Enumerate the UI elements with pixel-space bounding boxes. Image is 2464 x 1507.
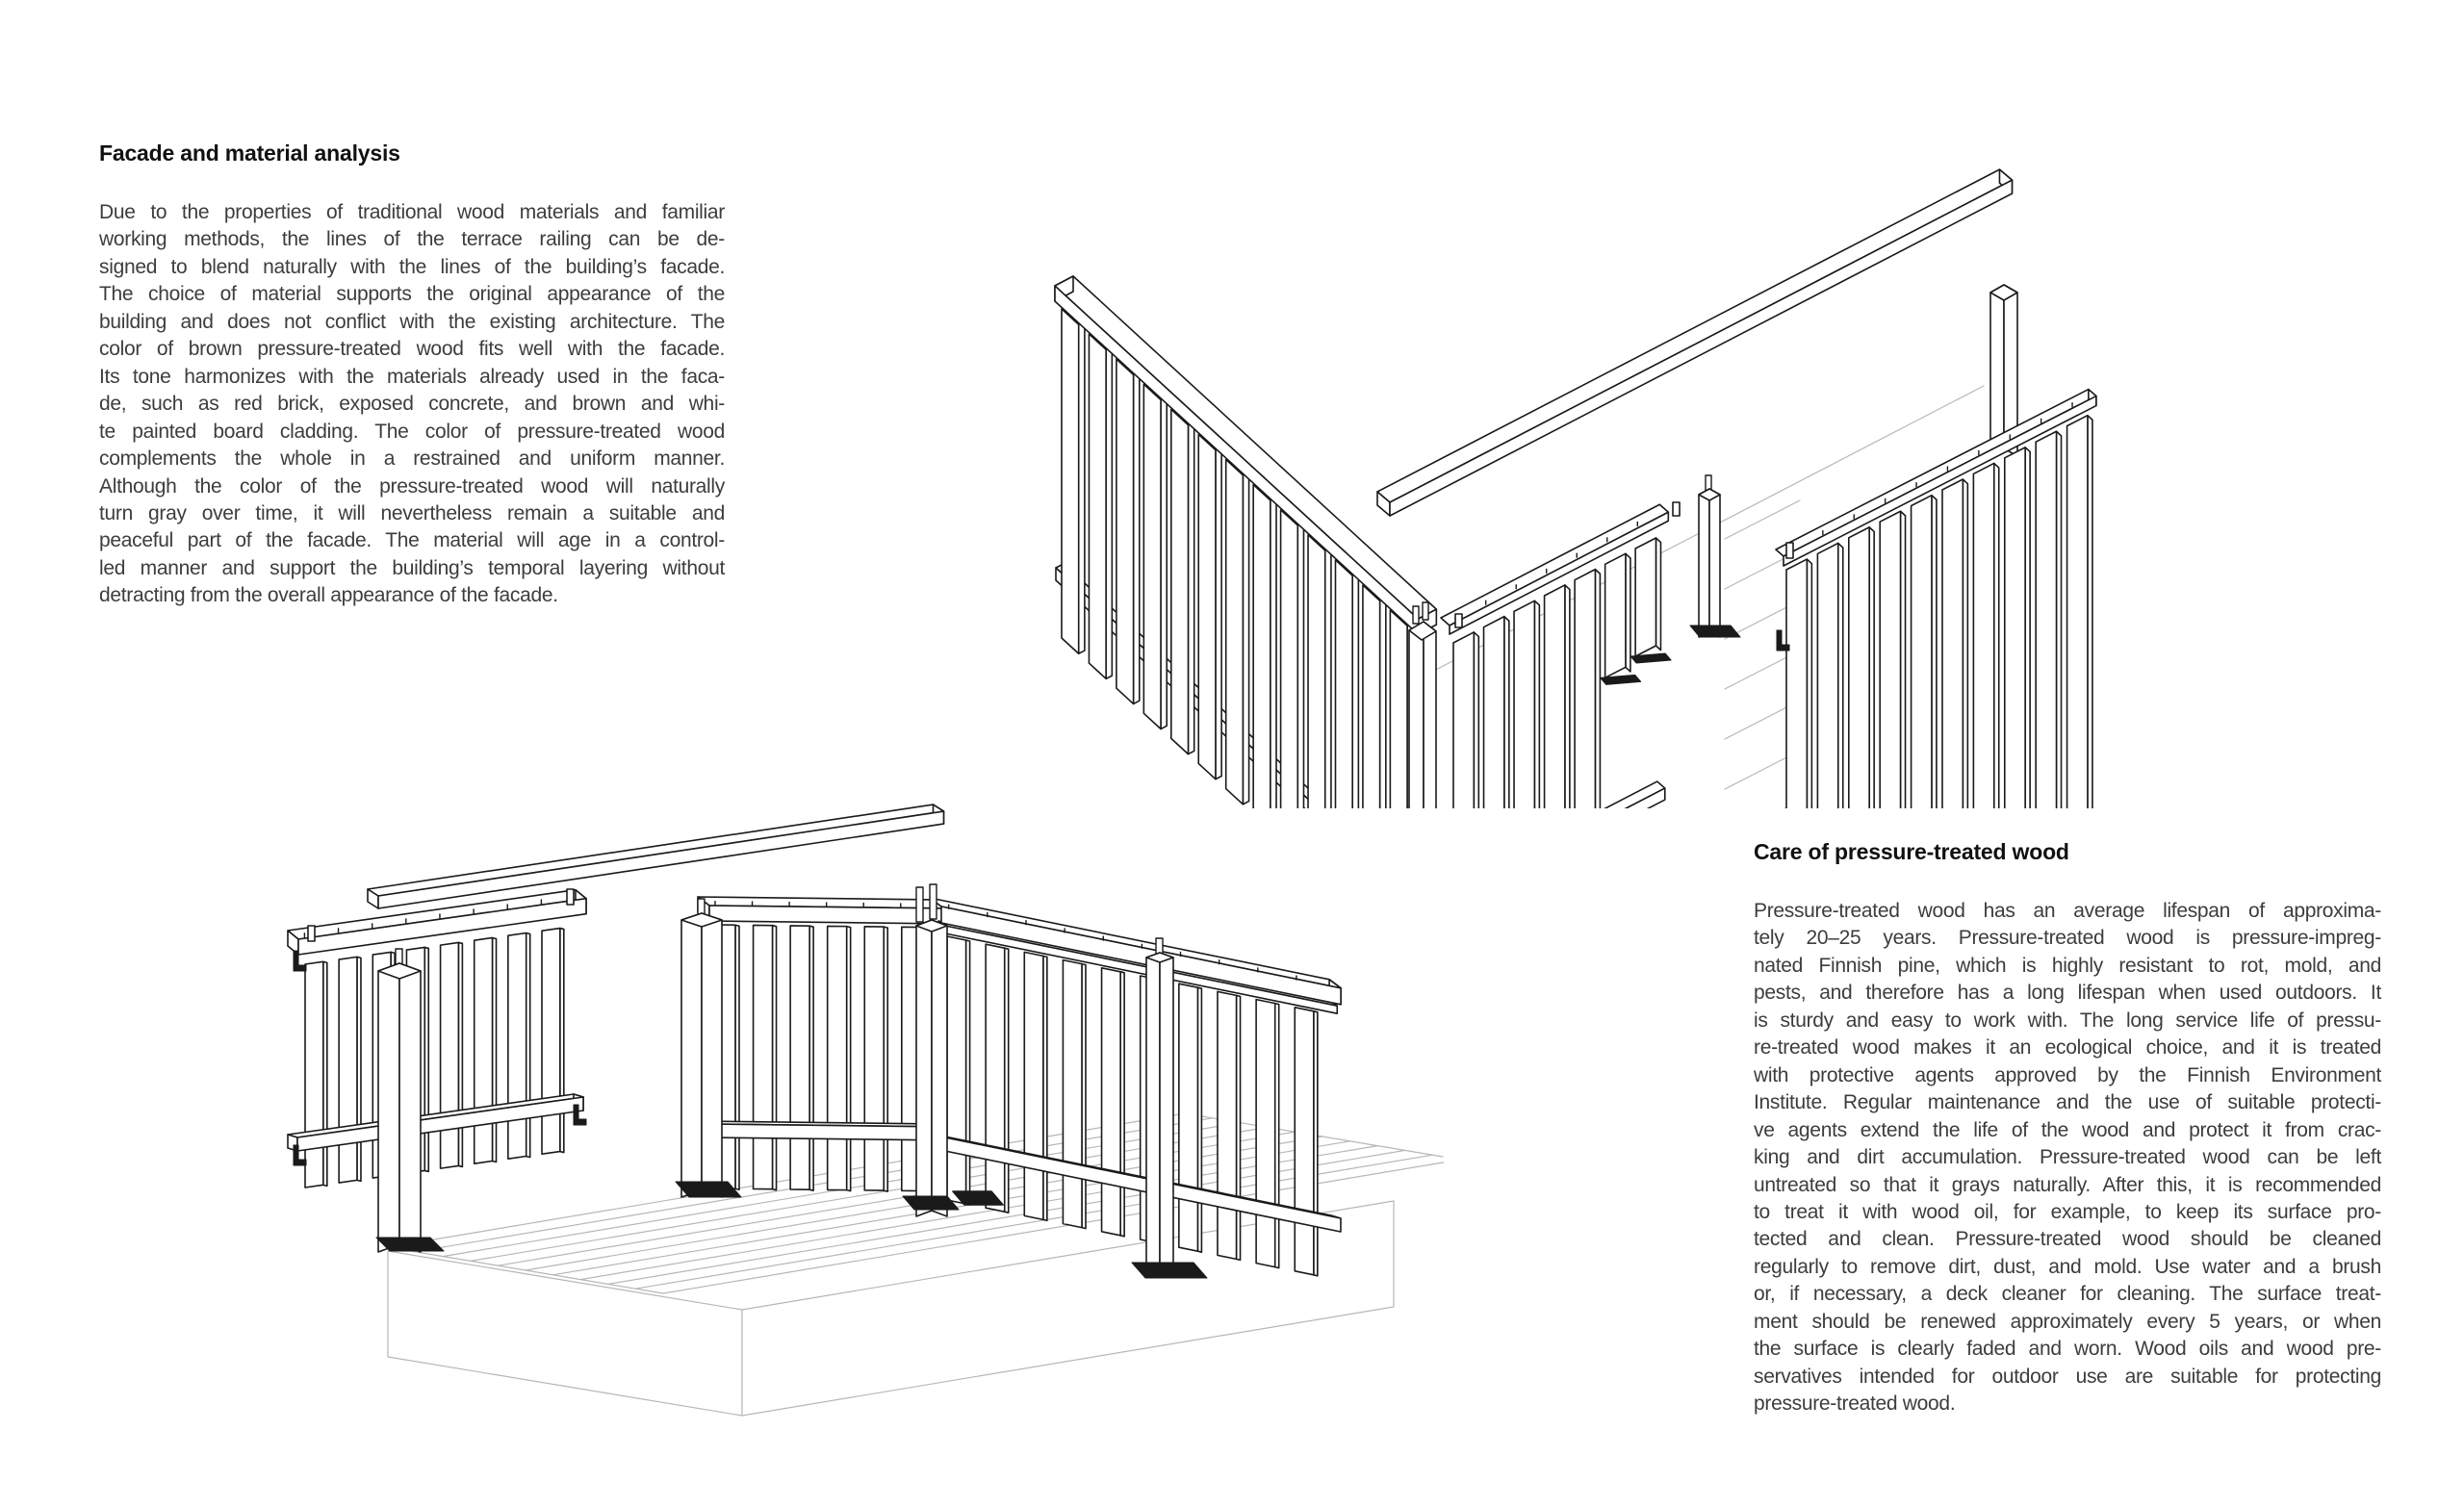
post-tenon — [1423, 602, 1428, 620]
slat-face — [986, 944, 1005, 1212]
slat-edge — [1270, 498, 1276, 808]
foot-plate — [1690, 626, 1740, 637]
post-face — [702, 913, 722, 1197]
slat-face — [1335, 560, 1352, 808]
care-section — [1754, 839, 2381, 1418]
slat-face — [1143, 384, 1161, 728]
slat-edge — [1297, 523, 1303, 808]
beam-front — [711, 1124, 944, 1140]
slat-face — [947, 936, 966, 1204]
slat-face — [790, 926, 809, 1189]
facade-analysis-section — [99, 140, 725, 610]
text-line: or, if necessary, a deck cleaner for cleaning. The surface treat- — [1754, 1283, 2381, 1306]
slat-face — [1484, 617, 1504, 808]
facade-analysis-heading: Facade and material analysis — [99, 140, 400, 166]
slat-face — [828, 926, 847, 1189]
post-face — [1709, 489, 1720, 637]
text-line: ve agents extend the life of the wood and protect it from crac- — [1754, 1118, 2381, 1141]
slat-face — [1218, 991, 1237, 1259]
slat-edge — [1134, 371, 1140, 703]
beam-front — [378, 811, 943, 908]
text-line: re-treated wood makes it an ecological choice, and it is treated — [1754, 1036, 2381, 1060]
drawing-line — [1725, 500, 1800, 539]
slat-edge — [1106, 346, 1112, 678]
post-face — [916, 920, 932, 1216]
text-line: Institute. Regular maintenance and the use of suitable protecti- — [1754, 1091, 2381, 1114]
text-line: with protective agents approved by the Finnish Environment — [1754, 1063, 2381, 1086]
text-line: nated Finnish pine, which is highly resistant to rot, mold, and — [1754, 954, 2381, 977]
railing-corner-exploded-axonometric-on-deck — [279, 789, 1444, 1463]
text-line: peaceful part of the facade. The material will age in a control- — [99, 529, 725, 552]
text-line: ment should be renewed approximately every 5 years, or when — [1754, 1310, 2381, 1333]
slat-face — [2036, 431, 2056, 808]
post-face — [1699, 489, 1709, 637]
slat-face — [1179, 983, 1198, 1251]
slat-edge — [1079, 321, 1085, 653]
text-line: the surface is clearly faded and worn. Wood oils and wood pre- — [1754, 1338, 2381, 1361]
slat-face — [1063, 960, 1082, 1228]
care-heading: Care of pressure-treated wood — [1754, 839, 2069, 864]
slat-face — [1545, 585, 1565, 808]
slat-face — [1912, 496, 1932, 808]
slat-face — [475, 937, 493, 1163]
text-line: Due to the properties of traditional wood materials and familiar — [99, 201, 725, 223]
beam-top — [368, 805, 943, 896]
text-line: is sturdy and easy to work with. The long service life of pressu- — [1754, 1009, 2381, 1032]
drawing-face — [308, 926, 315, 941]
text-line: signed to blend naturally with the lines of the building’s facade. — [99, 255, 725, 278]
slat-face — [1256, 1000, 1275, 1267]
slat-face — [1308, 535, 1325, 808]
text-line: to treat it with wood oil, for example, to keep its surface pro- — [1754, 1200, 2381, 1223]
post-face — [1990, 285, 2004, 456]
slat-face — [1102, 968, 1121, 1236]
slat-face — [2005, 447, 2025, 808]
slat-face — [1635, 538, 1656, 656]
slat-face — [1849, 527, 1869, 808]
text-line: servatives intended for outdoor use are suitable for protecting — [1754, 1365, 2381, 1388]
post-tenon — [930, 884, 937, 919]
slat-face — [1171, 409, 1189, 754]
drawing-face — [1455, 614, 1462, 627]
text-line: king and dirt accumulation. Pressure-treated wood can be left — [1754, 1146, 2381, 1169]
slat-face — [1253, 485, 1270, 808]
post-tenon — [1413, 606, 1419, 624]
text-line: pressure-treated wood. — [1754, 1392, 1956, 1416]
slat-face — [1942, 479, 1963, 808]
beam-front — [1390, 180, 2012, 516]
text-line: pests, and therefore has a long lifespan when used outdoors. It — [1754, 982, 2381, 1005]
post-face — [1424, 622, 1436, 808]
slat-face — [1453, 632, 1474, 808]
post-face — [1409, 622, 1424, 808]
text-line: Its tone harmonizes with the materials already used in the faca- — [99, 365, 725, 388]
railing-corner-exploded-axonometric-with-stair-opening — [1020, 135, 2146, 808]
text-line: Although the color of the pressure-treated wood will naturally — [99, 474, 725, 498]
slat-face — [1116, 359, 1134, 703]
slat-face — [1514, 600, 1534, 808]
beam-front — [709, 906, 945, 924]
slat-face — [1295, 1008, 1314, 1275]
slat-face — [1363, 585, 1380, 808]
text-line: color of brown pressure-treated wood fits well with the facade. — [99, 338, 725, 361]
drawing-face — [1786, 543, 1793, 558]
slat-face — [864, 927, 884, 1190]
slat-face — [441, 942, 459, 1168]
slat-face — [305, 961, 323, 1188]
post-tenon — [1706, 475, 1711, 491]
slat-edge — [1216, 447, 1221, 779]
slat-face — [1024, 952, 1043, 1219]
slat-face — [1198, 434, 1216, 779]
text-line: regularly to remove dirt, dust, and mold. Use water and a brush — [1754, 1255, 2381, 1278]
slat-face — [508, 933, 526, 1160]
post-face — [1160, 953, 1173, 1277]
slat-face — [1880, 511, 1900, 808]
slat-face — [1605, 553, 1626, 677]
slat-face — [1973, 463, 1993, 808]
slat-edge — [1380, 598, 1386, 808]
text-line: turn gray over time, it will nevertheless remain a suitable and — [99, 501, 725, 524]
text-line: tely 20–25 years. Pressure-treated wood is pressure-impreg- — [1754, 927, 2381, 950]
slat-face — [542, 929, 560, 1155]
text-line: building and does not conflict with the existing architecture. The — [99, 310, 725, 333]
text-line: detracting from the overall appearance of the facade. — [99, 584, 558, 607]
slat-edge — [1325, 548, 1331, 808]
slat-edge — [1352, 573, 1358, 808]
text-line: de, such as red brick, exposed concrete, and brown and whi- — [99, 393, 725, 416]
slat-face — [1390, 610, 1407, 808]
foot-plate — [1132, 1263, 1207, 1278]
slat-face — [1575, 570, 1595, 808]
figure-railing-corner-on-deck — [279, 789, 1444, 1463]
slat-face — [1786, 559, 1807, 808]
text-line: untreated so that it grays naturally. After this, it is recommended — [1754, 1173, 2381, 1196]
slat-face — [1062, 309, 1079, 653]
facade-analysis-paragraph — [99, 199, 725, 610]
beam-top — [1377, 169, 2012, 502]
slat-edge — [1243, 473, 1248, 805]
figure-railing-corner-with-stair-opening — [1020, 135, 2146, 808]
post-face — [681, 913, 702, 1197]
drawing-face — [567, 889, 574, 905]
slat-face — [2067, 416, 2088, 808]
slat-face — [1226, 460, 1244, 805]
slat-face — [754, 925, 773, 1188]
text-line: led manner and support the building’s temporal layering without — [99, 556, 725, 579]
text-line: te painted board cladding. The color of pressure-treated wood — [99, 420, 725, 443]
slat-edge — [1188, 421, 1194, 754]
care-paragraph — [1754, 898, 2381, 1418]
text-line: Pressure-treated wood has an average lifespan of approxima- — [1754, 900, 2381, 922]
slat-face — [1089, 334, 1106, 678]
slat-edge — [1161, 396, 1167, 728]
slat-face — [339, 957, 357, 1183]
drawing-face — [388, 1251, 742, 1416]
text-line: working methods, the lines of the terrace railing can be de- — [99, 228, 725, 251]
post-face — [378, 963, 399, 1252]
text-line: tected and clean. Pressure-treated wood should be cleaned — [1754, 1228, 2381, 1251]
post-tenon — [916, 887, 923, 922]
post-face — [932, 920, 947, 1216]
slat-face — [1817, 543, 1837, 808]
text-line: The choice of material supports the original appearance of the — [99, 283, 725, 306]
drawing-face — [1673, 502, 1680, 516]
slat-face — [1281, 510, 1298, 808]
post-face — [1146, 953, 1160, 1277]
post-face — [399, 963, 421, 1252]
text-line: complements the whole in a restrained and uniform manner. — [99, 447, 725, 471]
